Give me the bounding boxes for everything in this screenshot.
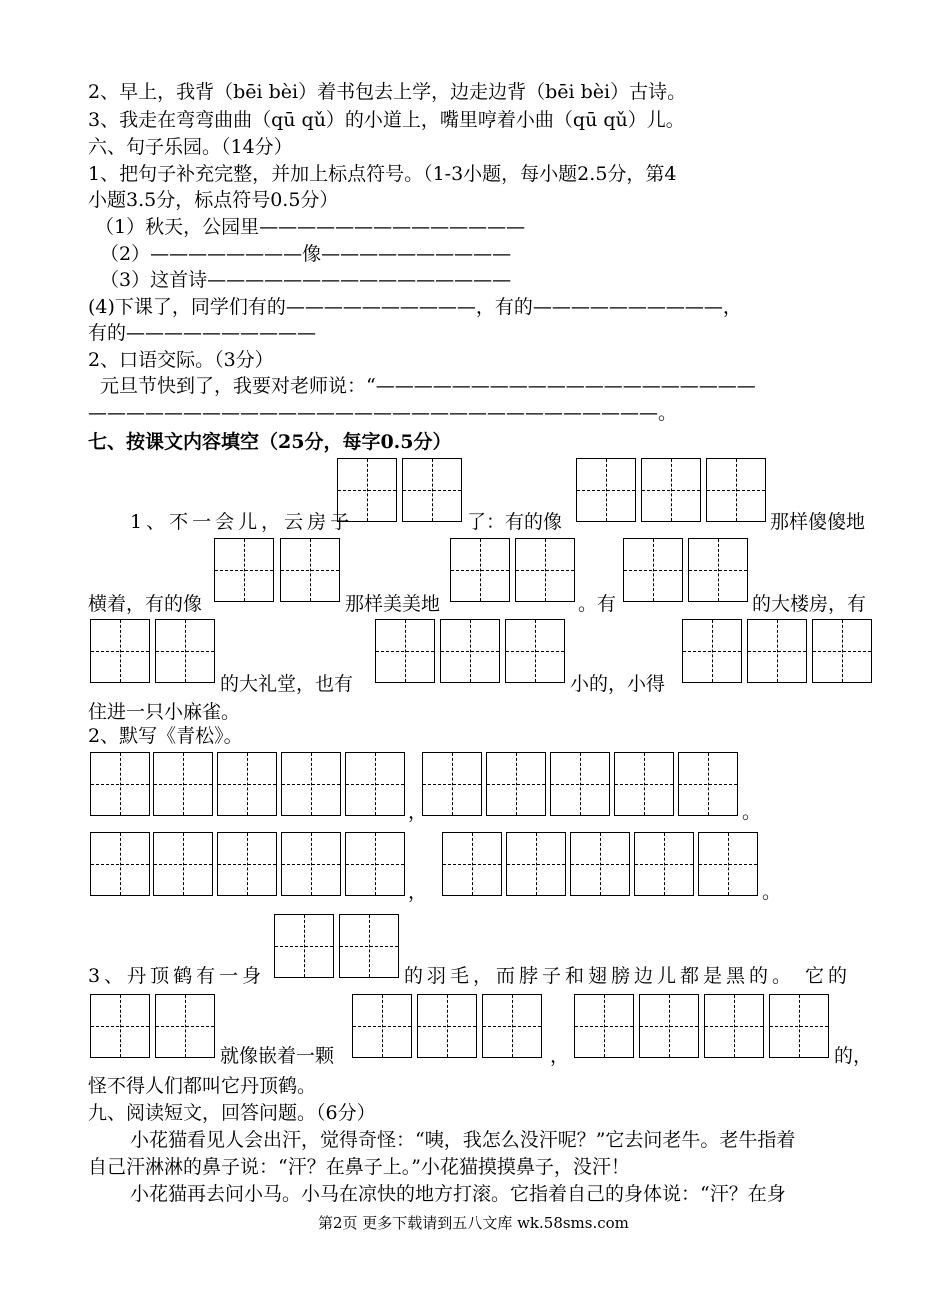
section-heading: 七、按课文内容填空（25分，每字0.5分）	[88, 431, 452, 453]
writing-box[interactable]	[352, 994, 412, 1058]
text-line: 有的——————————	[88, 322, 317, 344]
text-line: 横着，有的像	[88, 593, 203, 615]
writing-box[interactable]	[688, 538, 748, 602]
writing-box[interactable]	[281, 752, 341, 816]
writing-box[interactable]	[678, 752, 738, 816]
punctuation: 。	[742, 801, 762, 823]
writing-box[interactable]	[217, 832, 277, 896]
punctuation: ，	[408, 881, 428, 903]
writing-box[interactable]	[214, 538, 274, 602]
writing-box[interactable]	[375, 619, 435, 683]
writing-box[interactable]	[704, 994, 764, 1058]
text-line: 的大礼堂，也有	[220, 673, 354, 695]
writing-box[interactable]	[281, 832, 341, 896]
paragraph-line: 自己汗淋淋的鼻子说：“汗？在鼻子上。”小花猫摸摸鼻子，没汗！	[88, 1156, 630, 1178]
writing-box[interactable]	[641, 458, 701, 522]
writing-box[interactable]	[217, 752, 277, 816]
text-line: 3、丹顶鹤有一身	[88, 965, 266, 987]
writing-box[interactable]	[812, 619, 872, 683]
punctuation: ，	[408, 801, 428, 823]
writing-box[interactable]	[345, 752, 405, 816]
text-line: （2）————————像——————————	[100, 243, 512, 265]
text-line: ——————————————————————————————。	[88, 402, 678, 424]
writing-box[interactable]	[639, 994, 699, 1058]
writing-box[interactable]	[90, 994, 150, 1058]
text-line: 的，	[834, 1045, 873, 1067]
writing-box[interactable]	[505, 619, 565, 683]
paragraph-line: 小花猫再去问小马。小马在凉快的地方打滚。它指着自己的身体说：“汗？在身	[130, 1183, 786, 1205]
writing-box[interactable]	[450, 538, 510, 602]
writing-box[interactable]	[274, 914, 334, 978]
text-line: 1、不一会儿，云房子	[130, 511, 354, 533]
page-footer: 第2页 更多下载请到五八文库 wk.58sms.com	[318, 1214, 629, 1232]
writing-box[interactable]	[417, 994, 477, 1058]
text-line: 2、默写《青松》。	[88, 725, 243, 747]
writing-box[interactable]	[337, 458, 397, 522]
text-line: （1）秋天，公园里——————————————	[95, 216, 526, 238]
writing-box[interactable]	[550, 752, 610, 816]
text-line: (4)下课了，同学们有的——————————，有的——————————，	[88, 296, 742, 318]
text-line: 怪不得人们都叫它丹顶鹤。	[88, 1075, 317, 1097]
text-line: 3、我走在弯弯曲曲（qū qǔ）的小道上，嘴里哼着小曲（qū qǔ）儿。	[88, 109, 685, 131]
section-heading: 六、句子乐园。（14分）	[88, 136, 293, 158]
writing-box[interactable]	[706, 458, 766, 522]
text-line: 的羽毛，而脖子和翅膀边儿都是黑的。 它的	[404, 965, 852, 987]
text-line: 元旦节快到了，我要对老师说：“————————————————————	[100, 375, 756, 397]
writing-box[interactable]	[634, 832, 694, 896]
punctuation: 。	[762, 881, 782, 903]
text-line: 1、把句子补充完整，并加上标点符号。（1-3小题，每小题2.5分，第4	[88, 163, 677, 185]
writing-box[interactable]	[339, 914, 399, 978]
section-heading: 2、口语交际。（3分）	[88, 349, 274, 371]
writing-box[interactable]	[623, 538, 683, 602]
writing-box[interactable]	[153, 752, 213, 816]
writing-box[interactable]	[155, 619, 215, 683]
writing-box[interactable]	[486, 752, 546, 816]
writing-box[interactable]	[442, 832, 502, 896]
writing-box[interactable]	[506, 832, 566, 896]
text-line: 小的，小得	[570, 673, 666, 695]
writing-box[interactable]	[698, 832, 758, 896]
punctuation: ，	[550, 1045, 570, 1067]
writing-box[interactable]	[576, 458, 636, 522]
writing-box[interactable]	[153, 832, 213, 896]
writing-box[interactable]	[402, 458, 462, 522]
text-line: 的大楼房，有	[752, 593, 867, 615]
writing-box[interactable]	[345, 832, 405, 896]
text-line: 住进一只小麻雀。	[88, 701, 241, 723]
writing-box[interactable]	[570, 832, 630, 896]
writing-box[interactable]	[482, 994, 542, 1058]
text-line: 就像嵌着一颗	[220, 1045, 335, 1067]
writing-box[interactable]	[574, 994, 634, 1058]
text-line: 小题3.5分，标点符号0.5分）	[88, 189, 339, 211]
writing-box[interactable]	[90, 752, 150, 816]
text-line: 了：有的像	[467, 511, 563, 533]
writing-box[interactable]	[422, 752, 482, 816]
writing-box[interactable]	[90, 832, 150, 896]
text-line: （3）这首诗————————————————	[100, 269, 512, 291]
text-line: 那样傻傻地	[770, 511, 866, 533]
writing-box[interactable]	[682, 619, 742, 683]
writing-box[interactable]	[614, 752, 674, 816]
writing-box[interactable]	[280, 538, 340, 602]
writing-box[interactable]	[769, 994, 829, 1058]
paragraph-line: 小花猫看见人会出汗，觉得奇怪：“咦，我怎么没汗呢？”它去问老牛。老牛指着	[130, 1129, 796, 1151]
section-heading: 九、阅读短文，回答问题。（6分）	[88, 1102, 376, 1124]
text-line: 那样美美地	[345, 593, 441, 615]
writing-box[interactable]	[747, 619, 807, 683]
writing-box[interactable]	[515, 538, 575, 602]
writing-box[interactable]	[155, 994, 215, 1058]
text-line: 。有	[578, 593, 617, 615]
writing-box[interactable]	[440, 619, 500, 683]
text-line: 2、早上，我背（bēi bèi）着书包去上学，边走边背（bēi bèi）古诗。	[88, 81, 687, 103]
writing-box[interactable]	[90, 619, 150, 683]
